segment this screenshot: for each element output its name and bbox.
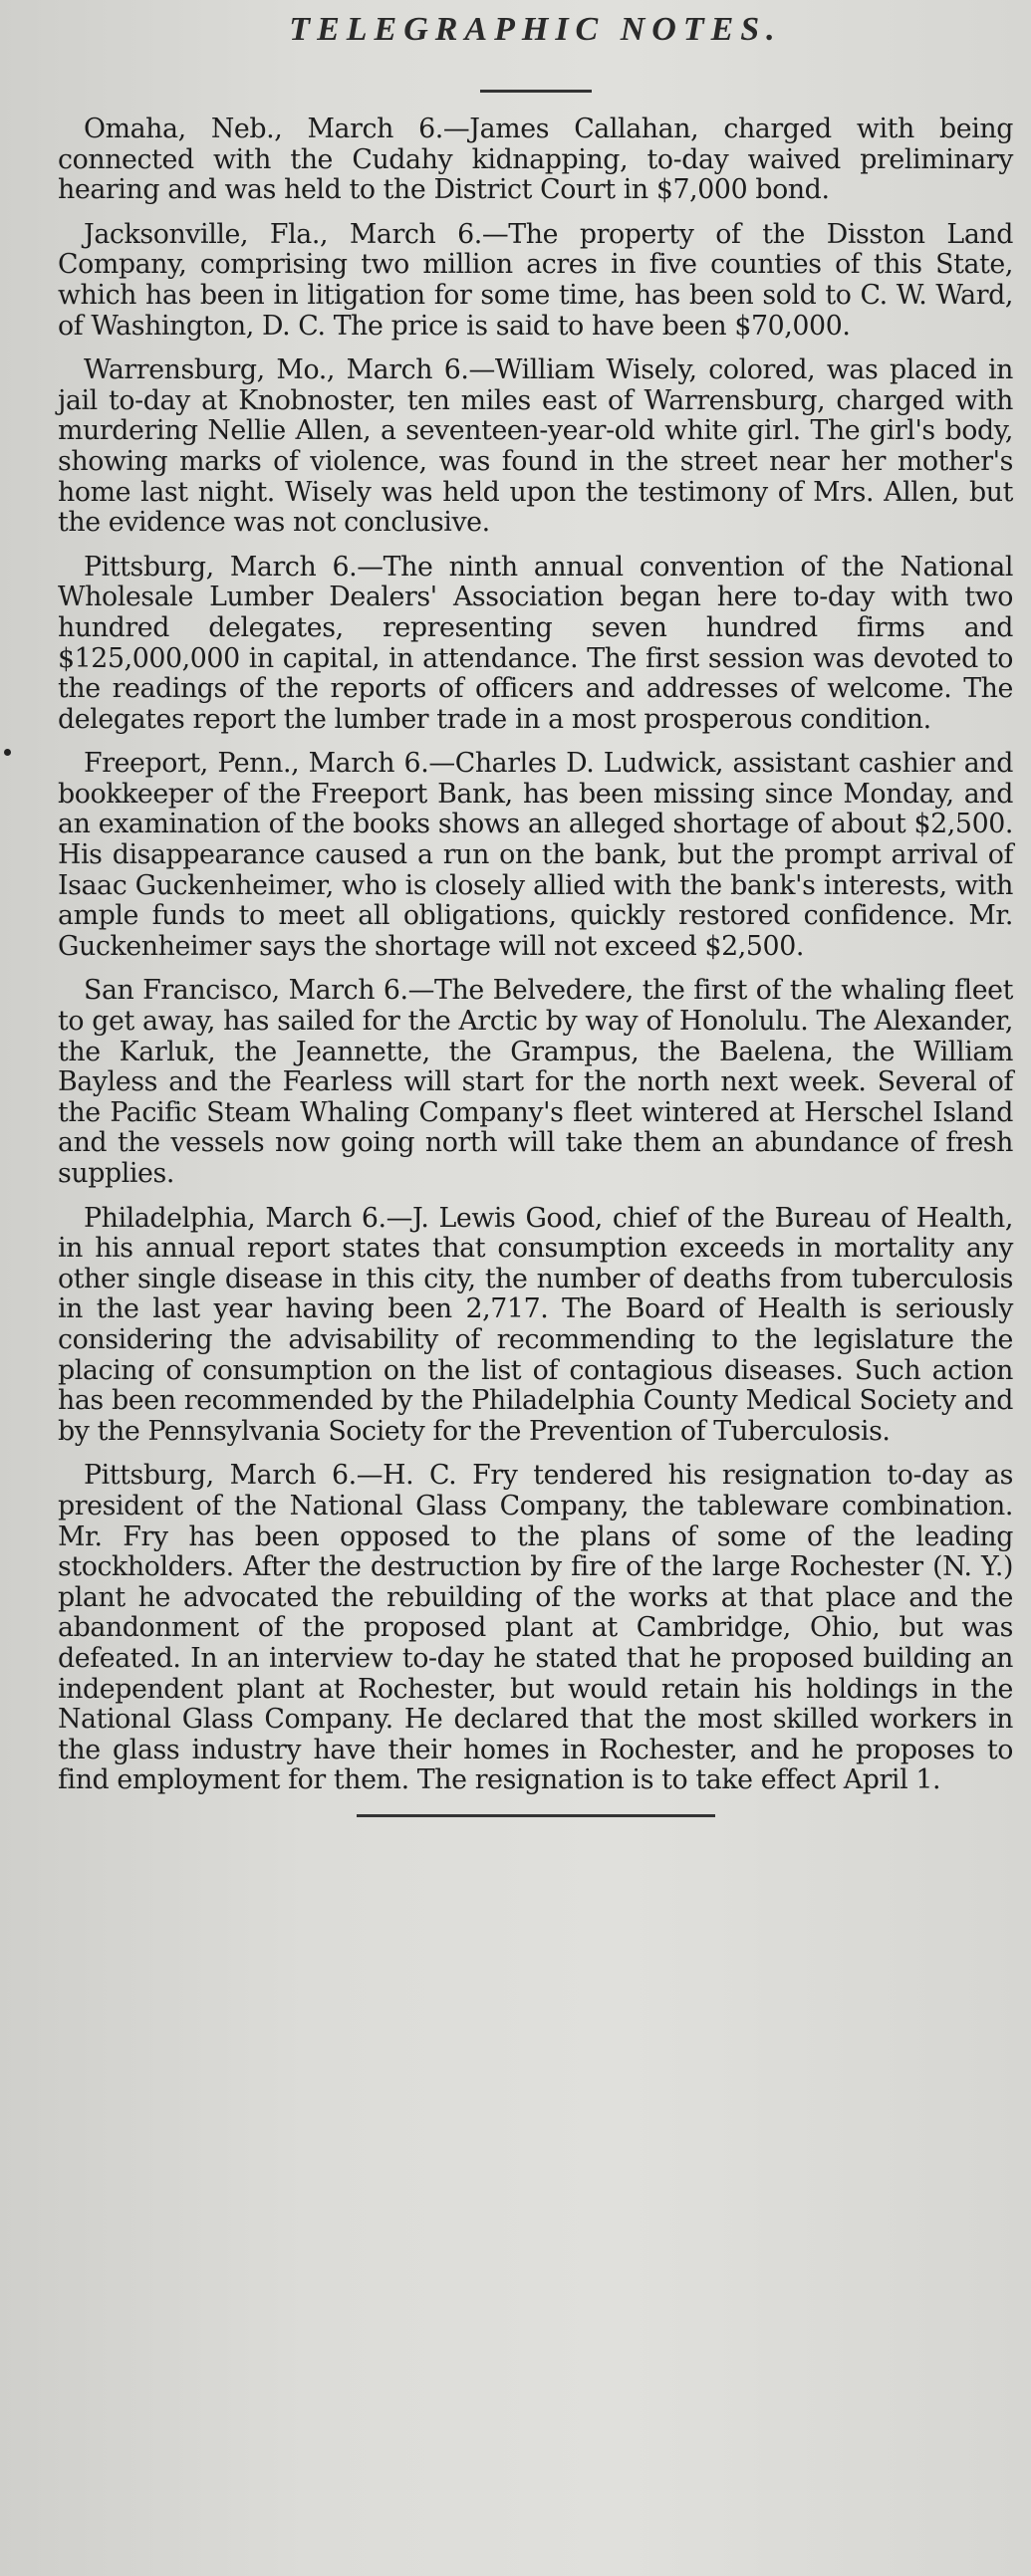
article-dateline: Philadelphia, March 6. [84,1202,387,1234]
heading-rule [480,90,592,93]
article-dateline: Warrensburg, Mo., March 6. [84,354,469,386]
article-dateline: San Francisco, March 6. [84,975,408,1007]
article-body: —The property of the Disston Land Company, comprising two million acres in five counties of this State, which has been in litigation for some time, has been sold to C. W. Ward, of Washington, D. C. The price is said to have been $70,000. [58,218,1014,342]
article-san-francisco [58,976,1013,1189]
article-dateline: Omaha, Neb., March 6. [84,114,443,144]
end-rule [357,1814,715,1817]
article-pittsburg-lumber [58,553,1013,736]
article-freeport [58,749,1013,962]
article-dateline: Pittsburg, March 6. [84,551,358,583]
article-jacksonville [58,220,1013,342]
article-dateline: Freeport, Penn., March 6. [84,748,429,780]
article-omaha [58,115,1013,206]
article-philadelphia [58,1204,1013,1448]
article-body: —William Wisely, colored, was placed in jail to-day at Knobnoster, ten miles east of Warrensburg, charged with murdering Nellie Allen, a seventeen-year-old white girl. The girl's body, showing marks of violence, was found in the street near her mother's home last night. Wisely was held upon the testimony of Mrs. Allen, but the evidence was not conclusive. [58,354,1014,539]
article-body: —Charles D. Ludwick, assistant cashier and bookkeeper of the Freeport Bank, has been missing since Monday, and an examination of the books shows an alleged shortage of about $2,500. His disappearance caused a run on the bank, but the prompt arrival of Isaac Guckenheimer, who is closely allied with the bank's interests, with ample funds to meet all obligations, quickly restored confidence. Mr. Guckenheimer says the shortage will not exceed $2,500. [58,748,1013,962]
article-body: —H. C. Fry tendered his resignation to-day as president of the National Glass Company, the tableware combination. Mr. Fry has been opposed to the plans of some of the leading stockholders. After the destruction by fire of the large Rochester (N. Y.) plant he advocated the rebuilding of the works at that place and the abandonment of the proposed plant at Cambridge, Ohio, but was defeated. In an interview to-day he stated that he proposed building an independent plant at Rochester, but would retain his holdings in the National Glass Company. He declared that the most skilled workers in the glass industry have their homes in Rochester, and he proposes to find employment for them. The resignation is to take effect April 1. [58,1460,1014,1796]
article-body: —The Belvedere, the first of the whaling fleet to get away, has sailed for the Arctic by way of Honolulu. The Alexander, the Karluk, the Jeannette, the Grampus, the Baelena, the William Bayless and the Fearless will start for the north next week. Several of the Pacific Steam Whaling Company's fleet wintered at Herschel Island and the vessels now going north will take them an abundance of fresh supplies. [58,975,1013,1189]
article-warrensburg [58,355,1013,539]
article-pittsburg-glass [58,1461,1013,1796]
article-dateline: Jacksonville, Fla., March 6. [84,218,482,250]
article-dateline: Pittsburg, March 6. [84,1460,357,1492]
article-body: —The ninth annual convention of the National Wholesale Lumber Dealers' Association began here to-day with two hundred delegates, representing seven hundred firms and $125,000,000 in capital, in attendance. The first session was devoted to the readings of the reports of officers and addresses of welcome. The delegates report the lumber trade in a most prosperous condition. [58,551,1013,735]
article-body: —J. Lewis Good, chief of the Bureau of Health, in his annual report states that consumption exceeds in mortality any other single disease in this city, the number of deaths from tuberculosis in the last year having been 2,717. The Board of Health is seriously considering the advisability of recommending to the legislature the placing of consumption on the list of contagious diseases. Such action has been recommended by the Philadelphia County Medical Society and by the Pennsylvania Society for the Prevention of Tuberculosis. [58,1202,1013,1447]
margin-mark [4,749,11,756]
column-heading: TELEGRAPHIC NOTES. [289,11,782,48]
article-body: —James Callahan, charged with being connected with the Cudahy kidnapping, to-day waived preliminary hearing and was held to the District Court in $7,000 bond. [58,114,1013,206]
